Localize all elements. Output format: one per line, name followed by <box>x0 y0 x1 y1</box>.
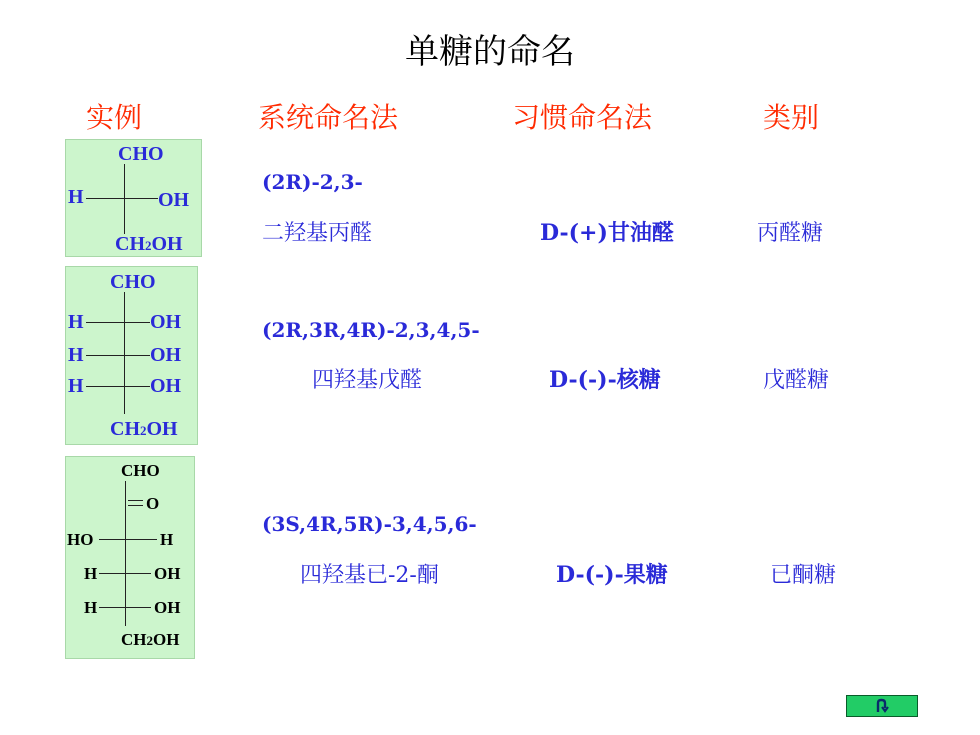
return-arrow-icon <box>872 698 892 714</box>
structure-top-group: CHO <box>121 461 160 480</box>
structure-right-group: OH <box>158 189 190 211</box>
bond-horizontal <box>99 539 157 540</box>
bond-horizontal <box>86 198 158 199</box>
header-common: 习惯命名法 <box>512 101 653 134</box>
structure-left-group: H <box>68 344 84 366</box>
row1-systematic-line2: 二羟基丙醛 <box>262 221 373 246</box>
structure-left-group: H <box>68 311 84 333</box>
header-example: 实例 <box>86 101 143 134</box>
bond-vertical <box>125 481 126 626</box>
structure-bottom-group: CH2OH <box>115 233 183 255</box>
structure-right-group: OH <box>150 311 182 333</box>
bond-vertical <box>124 292 125 414</box>
row3-category: 已酮糖 <box>770 563 837 588</box>
structure-glyceraldehyde <box>65 139 202 257</box>
structure-right-group: OH <box>150 375 182 397</box>
structure-right-group: OH <box>154 564 181 583</box>
row1-common-name: D-(+)甘油醛 <box>540 220 674 246</box>
return-button[interactable] <box>846 695 918 717</box>
structure-right-group: H <box>160 530 174 549</box>
structure-top-group: CHO <box>110 271 156 293</box>
bond-vertical <box>124 164 125 234</box>
structure-right-group: OH <box>150 344 182 366</box>
bond-horizontal <box>86 355 150 356</box>
structure-left-group: H <box>68 186 84 208</box>
structure-bottom-group: CH2OH <box>121 630 180 649</box>
bond-horizontal <box>86 322 150 323</box>
row3-systematic-line1: (3S,4R,5R)-3,4,5,6- <box>262 512 477 536</box>
row1-category: 丙醛糖 <box>757 221 824 246</box>
row2-common-name: D-(-)-核糖 <box>549 367 661 393</box>
row3-systematic-line2: 四羟基已-2-酮 <box>300 563 439 588</box>
bond-double-lower <box>128 505 143 506</box>
structure-ribose <box>65 266 198 445</box>
row1-systematic-line1: (2R)-2,3- <box>262 170 363 194</box>
structure-fructose <box>65 456 195 659</box>
structure-left-group: H <box>68 375 84 397</box>
row2-category: 戊醛糖 <box>763 368 830 393</box>
row3-common-name: D-(-)-果糖 <box>556 562 668 588</box>
row2-systematic-line2: 四羟基戊醛 <box>312 368 423 393</box>
structure-top-group: CHO <box>118 143 164 165</box>
bond-horizontal <box>86 386 150 387</box>
row2-systematic-line1: (2R,3R,4R)-2,3,4,5- <box>262 318 480 342</box>
header-category: 类别 <box>763 101 820 134</box>
structure-left-group: H <box>84 598 98 617</box>
structure-left-group: HO <box>67 530 94 549</box>
page-title: 单糖的命名 <box>405 32 575 72</box>
bond-horizontal <box>99 607 151 608</box>
structure-carbonyl-oxygen: O <box>146 494 160 513</box>
bond-horizontal <box>99 573 151 574</box>
structure-left-group: H <box>84 564 98 583</box>
structure-right-group: OH <box>154 598 181 617</box>
structure-bottom-group: CH2OH <box>110 418 178 440</box>
bond-double-upper <box>128 500 143 501</box>
header-systematic: 系统命名法 <box>258 101 399 134</box>
